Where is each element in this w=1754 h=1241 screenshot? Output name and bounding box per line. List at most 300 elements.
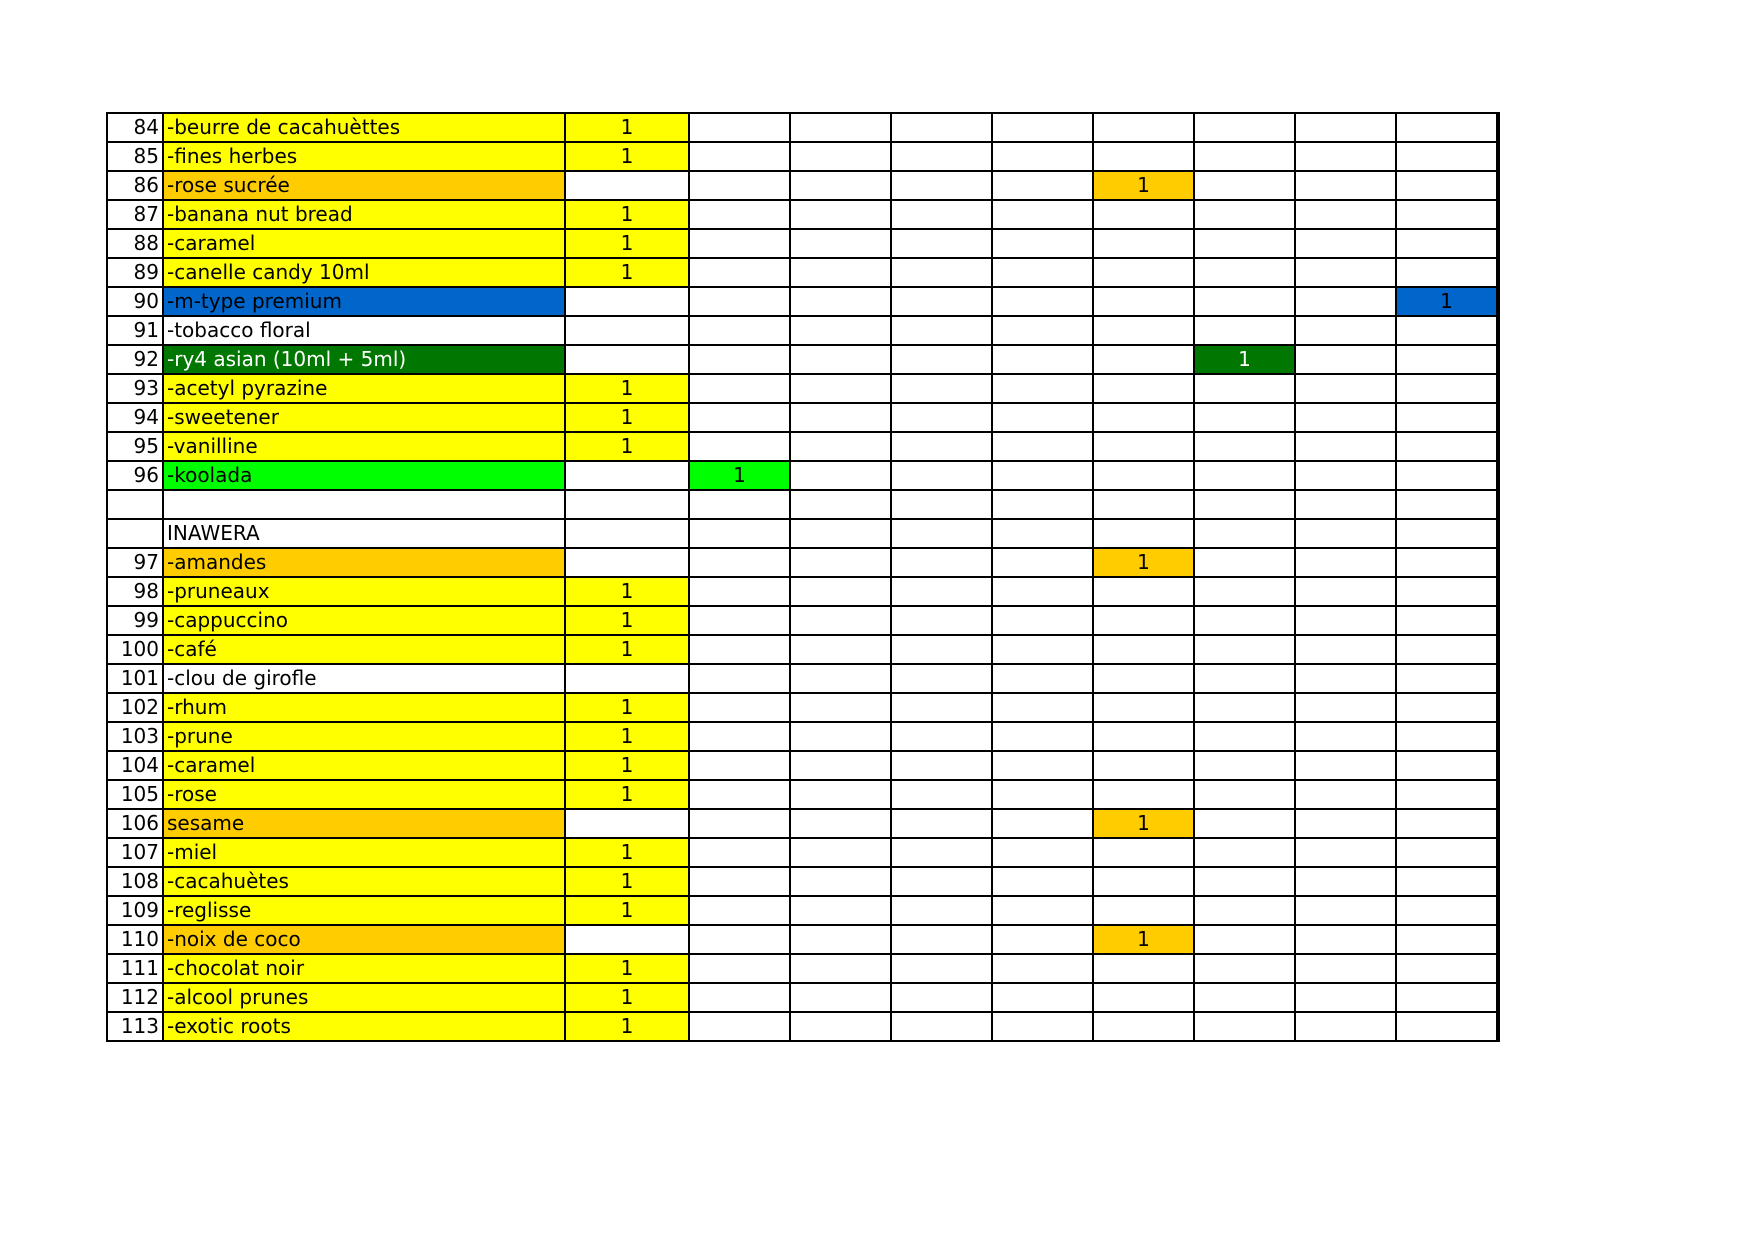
- row-number-cell[interactable]: 99: [107, 606, 163, 635]
- item-name-cell[interactable]: -rose sucrée: [163, 171, 565, 200]
- value-cell[interactable]: [992, 838, 1093, 867]
- value-cell[interactable]: [1093, 316, 1194, 345]
- value-cell[interactable]: [790, 664, 891, 693]
- value-cell[interactable]: [1295, 925, 1396, 954]
- value-cell[interactable]: [1396, 780, 1497, 809]
- value-cell[interactable]: [1093, 664, 1194, 693]
- value-cell[interactable]: [689, 577, 790, 606]
- value-cell[interactable]: [1295, 780, 1396, 809]
- value-cell[interactable]: [1396, 374, 1497, 403]
- value-cell[interactable]: [1194, 896, 1295, 925]
- value-cell[interactable]: [790, 780, 891, 809]
- item-name-cell[interactable]: -noix de coco: [163, 925, 565, 954]
- row-number-cell[interactable]: 94: [107, 403, 163, 432]
- value-cell[interactable]: 1: [565, 722, 689, 751]
- value-cell[interactable]: [1194, 722, 1295, 751]
- value-cell[interactable]: [1497, 142, 1499, 171]
- row-number-cell[interactable]: 106: [107, 809, 163, 838]
- value-cell[interactable]: [790, 1012, 891, 1041]
- value-cell[interactable]: [992, 606, 1093, 635]
- item-name-cell[interactable]: -prune: [163, 722, 565, 751]
- value-cell[interactable]: [790, 200, 891, 229]
- row-number-cell[interactable]: 111: [107, 954, 163, 983]
- value-cell[interactable]: 1: [1093, 925, 1194, 954]
- value-cell[interactable]: [1194, 229, 1295, 258]
- row-number-cell[interactable]: 97: [107, 548, 163, 577]
- value-cell[interactable]: [1093, 461, 1194, 490]
- value-cell[interactable]: [1497, 316, 1499, 345]
- value-cell[interactable]: 1: [565, 751, 689, 780]
- value-cell[interactable]: [1194, 490, 1295, 519]
- value-cell[interactable]: [790, 519, 891, 548]
- value-cell[interactable]: 1: [565, 258, 689, 287]
- value-cell[interactable]: [1194, 954, 1295, 983]
- value-cell[interactable]: [1295, 258, 1396, 287]
- value-cell[interactable]: [1497, 635, 1499, 664]
- value-cell[interactable]: [992, 548, 1093, 577]
- item-name-cell[interactable]: -rhum: [163, 693, 565, 722]
- value-cell[interactable]: [689, 316, 790, 345]
- value-cell[interactable]: [565, 316, 689, 345]
- value-cell[interactable]: [689, 896, 790, 925]
- value-cell[interactable]: [790, 867, 891, 896]
- value-cell[interactable]: [992, 664, 1093, 693]
- row-number-cell[interactable]: 101: [107, 664, 163, 693]
- value-cell[interactable]: 1: [1194, 345, 1295, 374]
- value-cell[interactable]: [1194, 838, 1295, 867]
- value-cell[interactable]: [689, 925, 790, 954]
- value-cell[interactable]: [1295, 374, 1396, 403]
- value-cell[interactable]: [1497, 954, 1499, 983]
- row-number-cell[interactable]: 109: [107, 896, 163, 925]
- value-cell[interactable]: [1194, 374, 1295, 403]
- value-cell[interactable]: [891, 722, 992, 751]
- row-number-cell[interactable]: 85: [107, 142, 163, 171]
- value-cell[interactable]: [565, 548, 689, 577]
- row-number-cell[interactable]: 86: [107, 171, 163, 200]
- value-cell[interactable]: [1194, 751, 1295, 780]
- value-cell[interactable]: [1295, 809, 1396, 838]
- value-cell[interactable]: [1295, 519, 1396, 548]
- value-cell[interactable]: [1093, 722, 1194, 751]
- value-cell[interactable]: [1194, 867, 1295, 896]
- value-cell[interactable]: [1194, 809, 1295, 838]
- value-cell[interactable]: [1194, 925, 1295, 954]
- item-name-cell[interactable]: -exotic roots: [163, 1012, 565, 1041]
- value-cell[interactable]: [689, 664, 790, 693]
- value-cell[interactable]: [1093, 519, 1194, 548]
- row-number-cell[interactable]: 92: [107, 345, 163, 374]
- value-cell[interactable]: [790, 316, 891, 345]
- value-cell[interactable]: [689, 867, 790, 896]
- value-cell[interactable]: [1295, 751, 1396, 780]
- value-cell[interactable]: [790, 229, 891, 258]
- value-cell[interactable]: [1396, 896, 1497, 925]
- value-cell[interactable]: [790, 490, 891, 519]
- value-cell[interactable]: [1194, 780, 1295, 809]
- value-cell[interactable]: [891, 896, 992, 925]
- value-cell[interactable]: [790, 693, 891, 722]
- value-cell[interactable]: [689, 606, 790, 635]
- value-cell[interactable]: [790, 461, 891, 490]
- value-cell[interactable]: [1295, 345, 1396, 374]
- value-cell[interactable]: [1194, 519, 1295, 548]
- value-cell[interactable]: [1295, 664, 1396, 693]
- value-cell[interactable]: [891, 287, 992, 316]
- value-cell[interactable]: [689, 432, 790, 461]
- value-cell[interactable]: [1396, 867, 1497, 896]
- value-cell[interactable]: [891, 983, 992, 1012]
- value-cell[interactable]: [1497, 1012, 1499, 1041]
- value-cell[interactable]: 1: [565, 1012, 689, 1041]
- item-name-cell[interactable]: [163, 490, 565, 519]
- value-cell[interactable]: [1497, 606, 1499, 635]
- value-cell[interactable]: [992, 925, 1093, 954]
- value-cell[interactable]: [1295, 867, 1396, 896]
- value-cell[interactable]: [790, 983, 891, 1012]
- value-cell[interactable]: [1295, 635, 1396, 664]
- value-cell[interactable]: [689, 113, 790, 142]
- value-cell[interactable]: [891, 867, 992, 896]
- value-cell[interactable]: [790, 432, 891, 461]
- value-cell[interactable]: [1194, 606, 1295, 635]
- value-cell[interactable]: 1: [1396, 287, 1497, 316]
- row-number-cell[interactable]: 88: [107, 229, 163, 258]
- value-cell[interactable]: [1194, 432, 1295, 461]
- value-cell[interactable]: [689, 287, 790, 316]
- value-cell[interactable]: 1: [565, 606, 689, 635]
- value-cell[interactable]: [1194, 258, 1295, 287]
- value-cell[interactable]: [790, 258, 891, 287]
- row-number-cell[interactable]: 98: [107, 577, 163, 606]
- value-cell[interactable]: [1093, 490, 1194, 519]
- value-cell[interactable]: [1194, 693, 1295, 722]
- value-cell[interactable]: [1194, 983, 1295, 1012]
- value-cell[interactable]: [689, 345, 790, 374]
- value-cell[interactable]: [1497, 345, 1499, 374]
- item-name-cell[interactable]: -acetyl pyrazine: [163, 374, 565, 403]
- value-cell[interactable]: [790, 925, 891, 954]
- value-cell[interactable]: [891, 519, 992, 548]
- value-cell[interactable]: [1295, 432, 1396, 461]
- value-cell[interactable]: [1093, 142, 1194, 171]
- value-cell[interactable]: 1: [1093, 809, 1194, 838]
- value-cell[interactable]: [1396, 635, 1497, 664]
- value-cell[interactable]: [1396, 838, 1497, 867]
- value-cell[interactable]: [689, 983, 790, 1012]
- value-cell[interactable]: [992, 258, 1093, 287]
- value-cell[interactable]: [1194, 548, 1295, 577]
- value-cell[interactable]: [891, 113, 992, 142]
- value-cell[interactable]: [1295, 461, 1396, 490]
- value-cell[interactable]: [689, 722, 790, 751]
- value-cell[interactable]: [790, 548, 891, 577]
- item-name-cell[interactable]: sesame: [163, 809, 565, 838]
- value-cell[interactable]: [790, 403, 891, 432]
- row-number-cell[interactable]: 112: [107, 983, 163, 1012]
- value-cell[interactable]: [1295, 316, 1396, 345]
- value-cell[interactable]: [1093, 983, 1194, 1012]
- value-cell[interactable]: [1396, 1012, 1497, 1041]
- row-number-cell[interactable]: 108: [107, 867, 163, 896]
- value-cell[interactable]: [891, 374, 992, 403]
- value-cell[interactable]: [689, 693, 790, 722]
- value-cell[interactable]: 1: [1093, 171, 1194, 200]
- value-cell[interactable]: [891, 432, 992, 461]
- value-cell[interactable]: [992, 432, 1093, 461]
- value-cell[interactable]: 1: [565, 200, 689, 229]
- item-name-cell[interactable]: -miel: [163, 838, 565, 867]
- value-cell[interactable]: [565, 287, 689, 316]
- value-cell[interactable]: [1093, 635, 1194, 664]
- row-number-cell[interactable]: 91: [107, 316, 163, 345]
- value-cell[interactable]: [1093, 606, 1194, 635]
- item-name-cell[interactable]: INAWERA: [163, 519, 565, 548]
- value-cell[interactable]: [689, 838, 790, 867]
- item-name-cell[interactable]: -reglisse: [163, 896, 565, 925]
- value-cell[interactable]: [1497, 722, 1499, 751]
- value-cell[interactable]: [891, 490, 992, 519]
- value-cell[interactable]: [1295, 287, 1396, 316]
- value-cell[interactable]: [689, 171, 790, 200]
- value-cell[interactable]: [689, 751, 790, 780]
- value-cell[interactable]: [689, 258, 790, 287]
- value-cell[interactable]: [992, 287, 1093, 316]
- item-name-cell[interactable]: -sweetener: [163, 403, 565, 432]
- value-cell[interactable]: 1: [565, 954, 689, 983]
- value-cell[interactable]: [790, 606, 891, 635]
- value-cell[interactable]: [1295, 693, 1396, 722]
- value-cell[interactable]: 1: [565, 577, 689, 606]
- value-cell[interactable]: [1194, 200, 1295, 229]
- value-cell[interactable]: [1497, 258, 1499, 287]
- value-cell[interactable]: [689, 635, 790, 664]
- value-cell[interactable]: [1396, 113, 1497, 142]
- value-cell[interactable]: [1093, 780, 1194, 809]
- value-cell[interactable]: [1497, 171, 1499, 200]
- row-number-cell[interactable]: 100: [107, 635, 163, 664]
- value-cell[interactable]: [1396, 693, 1497, 722]
- value-cell[interactable]: [891, 954, 992, 983]
- value-cell[interactable]: [1396, 664, 1497, 693]
- value-cell[interactable]: [1295, 722, 1396, 751]
- value-cell[interactable]: 1: [565, 780, 689, 809]
- row-number-cell[interactable]: 93: [107, 374, 163, 403]
- value-cell[interactable]: [1497, 867, 1499, 896]
- value-cell[interactable]: [1093, 200, 1194, 229]
- value-cell[interactable]: [1194, 577, 1295, 606]
- value-cell[interactable]: [1497, 925, 1499, 954]
- value-cell[interactable]: [1194, 113, 1295, 142]
- value-cell[interactable]: [565, 345, 689, 374]
- value-cell[interactable]: [1396, 229, 1497, 258]
- row-number-cell[interactable]: 104: [107, 751, 163, 780]
- value-cell[interactable]: [1396, 461, 1497, 490]
- value-cell[interactable]: [992, 751, 1093, 780]
- value-cell[interactable]: [992, 983, 1093, 1012]
- value-cell[interactable]: 1: [565, 374, 689, 403]
- value-cell[interactable]: [1093, 896, 1194, 925]
- value-cell[interactable]: [1093, 258, 1194, 287]
- value-cell[interactable]: [1396, 258, 1497, 287]
- value-cell[interactable]: [565, 490, 689, 519]
- value-cell[interactable]: [1396, 925, 1497, 954]
- value-cell[interactable]: [1093, 693, 1194, 722]
- value-cell[interactable]: [689, 142, 790, 171]
- value-cell[interactable]: [992, 809, 1093, 838]
- value-cell[interactable]: [1497, 838, 1499, 867]
- value-cell[interactable]: [790, 171, 891, 200]
- row-number-cell[interactable]: 107: [107, 838, 163, 867]
- row-number-cell[interactable]: 87: [107, 200, 163, 229]
- value-cell[interactable]: [790, 113, 891, 142]
- value-cell[interactable]: [1396, 548, 1497, 577]
- value-cell[interactable]: [1093, 229, 1194, 258]
- value-cell[interactable]: [689, 809, 790, 838]
- value-cell[interactable]: [1396, 142, 1497, 171]
- value-cell[interactable]: [1396, 403, 1497, 432]
- value-cell[interactable]: [1194, 635, 1295, 664]
- value-cell[interactable]: [891, 258, 992, 287]
- value-cell[interactable]: [1093, 954, 1194, 983]
- value-cell[interactable]: [891, 693, 992, 722]
- value-cell[interactable]: [689, 780, 790, 809]
- row-number-cell[interactable]: 95: [107, 432, 163, 461]
- value-cell[interactable]: [1295, 838, 1396, 867]
- value-cell[interactable]: 1: [565, 142, 689, 171]
- value-cell[interactable]: [790, 345, 891, 374]
- value-cell[interactable]: [1295, 577, 1396, 606]
- value-cell[interactable]: [1194, 1012, 1295, 1041]
- value-cell[interactable]: [1497, 490, 1499, 519]
- value-cell[interactable]: 1: [565, 983, 689, 1012]
- value-cell[interactable]: [689, 548, 790, 577]
- value-cell[interactable]: [992, 577, 1093, 606]
- value-cell[interactable]: [992, 867, 1093, 896]
- value-cell[interactable]: [1497, 374, 1499, 403]
- value-cell[interactable]: [1396, 519, 1497, 548]
- item-name-cell[interactable]: -beurre de cacahuèttes: [163, 113, 565, 142]
- value-cell[interactable]: [1497, 780, 1499, 809]
- value-cell[interactable]: [1295, 606, 1396, 635]
- value-cell[interactable]: [1396, 171, 1497, 200]
- value-cell[interactable]: [1194, 403, 1295, 432]
- item-name-cell[interactable]: -koolada: [163, 461, 565, 490]
- value-cell[interactable]: [1093, 113, 1194, 142]
- value-cell[interactable]: [1295, 113, 1396, 142]
- value-cell[interactable]: [689, 374, 790, 403]
- value-cell[interactable]: [790, 577, 891, 606]
- value-cell[interactable]: [1396, 983, 1497, 1012]
- value-cell[interactable]: [1093, 751, 1194, 780]
- value-cell[interactable]: [992, 200, 1093, 229]
- value-cell[interactable]: [1194, 461, 1295, 490]
- value-cell[interactable]: [689, 1012, 790, 1041]
- value-cell[interactable]: [992, 403, 1093, 432]
- value-cell[interactable]: [1396, 606, 1497, 635]
- value-cell[interactable]: [1497, 519, 1499, 548]
- value-cell[interactable]: [1295, 548, 1396, 577]
- row-number-cell[interactable]: 105: [107, 780, 163, 809]
- value-cell[interactable]: [1093, 287, 1194, 316]
- value-cell[interactable]: [565, 809, 689, 838]
- value-cell[interactable]: [1396, 200, 1497, 229]
- value-cell[interactable]: [1093, 403, 1194, 432]
- value-cell[interactable]: [1497, 200, 1499, 229]
- value-cell[interactable]: [891, 635, 992, 664]
- value-cell[interactable]: [992, 461, 1093, 490]
- item-name-cell[interactable]: -chocolat noir: [163, 954, 565, 983]
- value-cell[interactable]: [1194, 287, 1295, 316]
- value-cell[interactable]: [790, 954, 891, 983]
- row-number-cell[interactable]: 113: [107, 1012, 163, 1041]
- value-cell[interactable]: 1: [565, 229, 689, 258]
- value-cell[interactable]: [1396, 316, 1497, 345]
- item-name-cell[interactable]: -fines herbes: [163, 142, 565, 171]
- value-cell[interactable]: [1497, 113, 1499, 142]
- value-cell[interactable]: [891, 229, 992, 258]
- value-cell[interactable]: [1396, 490, 1497, 519]
- value-cell[interactable]: [1295, 954, 1396, 983]
- value-cell[interactable]: [1093, 838, 1194, 867]
- value-cell[interactable]: [565, 925, 689, 954]
- value-cell[interactable]: [992, 519, 1093, 548]
- item-name-cell[interactable]: -amandes: [163, 548, 565, 577]
- value-cell[interactable]: [790, 374, 891, 403]
- item-name-cell[interactable]: -ry4 asian (10ml + 5ml): [163, 345, 565, 374]
- item-name-cell[interactable]: -rose: [163, 780, 565, 809]
- item-name-cell[interactable]: -alcool prunes: [163, 983, 565, 1012]
- item-name-cell[interactable]: -clou de girofle: [163, 664, 565, 693]
- item-name-cell[interactable]: -canelle candy 10ml: [163, 258, 565, 287]
- value-cell[interactable]: [1497, 896, 1499, 925]
- value-cell[interactable]: [992, 896, 1093, 925]
- value-cell[interactable]: [891, 1012, 992, 1041]
- value-cell[interactable]: [992, 345, 1093, 374]
- value-cell[interactable]: [689, 229, 790, 258]
- value-cell[interactable]: [790, 896, 891, 925]
- value-cell[interactable]: 1: [565, 896, 689, 925]
- value-cell[interactable]: [891, 316, 992, 345]
- value-cell[interactable]: [1497, 693, 1499, 722]
- value-cell[interactable]: [1295, 896, 1396, 925]
- value-cell[interactable]: [1497, 983, 1499, 1012]
- value-cell[interactable]: [891, 200, 992, 229]
- row-number-cell[interactable]: 90: [107, 287, 163, 316]
- value-cell[interactable]: [1194, 664, 1295, 693]
- value-cell[interactable]: [891, 461, 992, 490]
- value-cell[interactable]: [891, 664, 992, 693]
- row-number-cell[interactable]: 84: [107, 113, 163, 142]
- value-cell[interactable]: [1497, 751, 1499, 780]
- value-cell[interactable]: [891, 171, 992, 200]
- value-cell[interactable]: [992, 780, 1093, 809]
- value-cell[interactable]: [891, 751, 992, 780]
- value-cell[interactable]: [1093, 577, 1194, 606]
- value-cell[interactable]: [992, 316, 1093, 345]
- value-cell[interactable]: [891, 548, 992, 577]
- value-cell[interactable]: [565, 519, 689, 548]
- item-name-cell[interactable]: -cacahuètes: [163, 867, 565, 896]
- value-cell[interactable]: [565, 664, 689, 693]
- value-cell[interactable]: [992, 490, 1093, 519]
- value-cell[interactable]: [565, 461, 689, 490]
- row-number-cell[interactable]: 96: [107, 461, 163, 490]
- value-cell[interactable]: [689, 200, 790, 229]
- row-number-cell[interactable]: 110: [107, 925, 163, 954]
- value-cell[interactable]: 1: [565, 838, 689, 867]
- value-cell[interactable]: [992, 374, 1093, 403]
